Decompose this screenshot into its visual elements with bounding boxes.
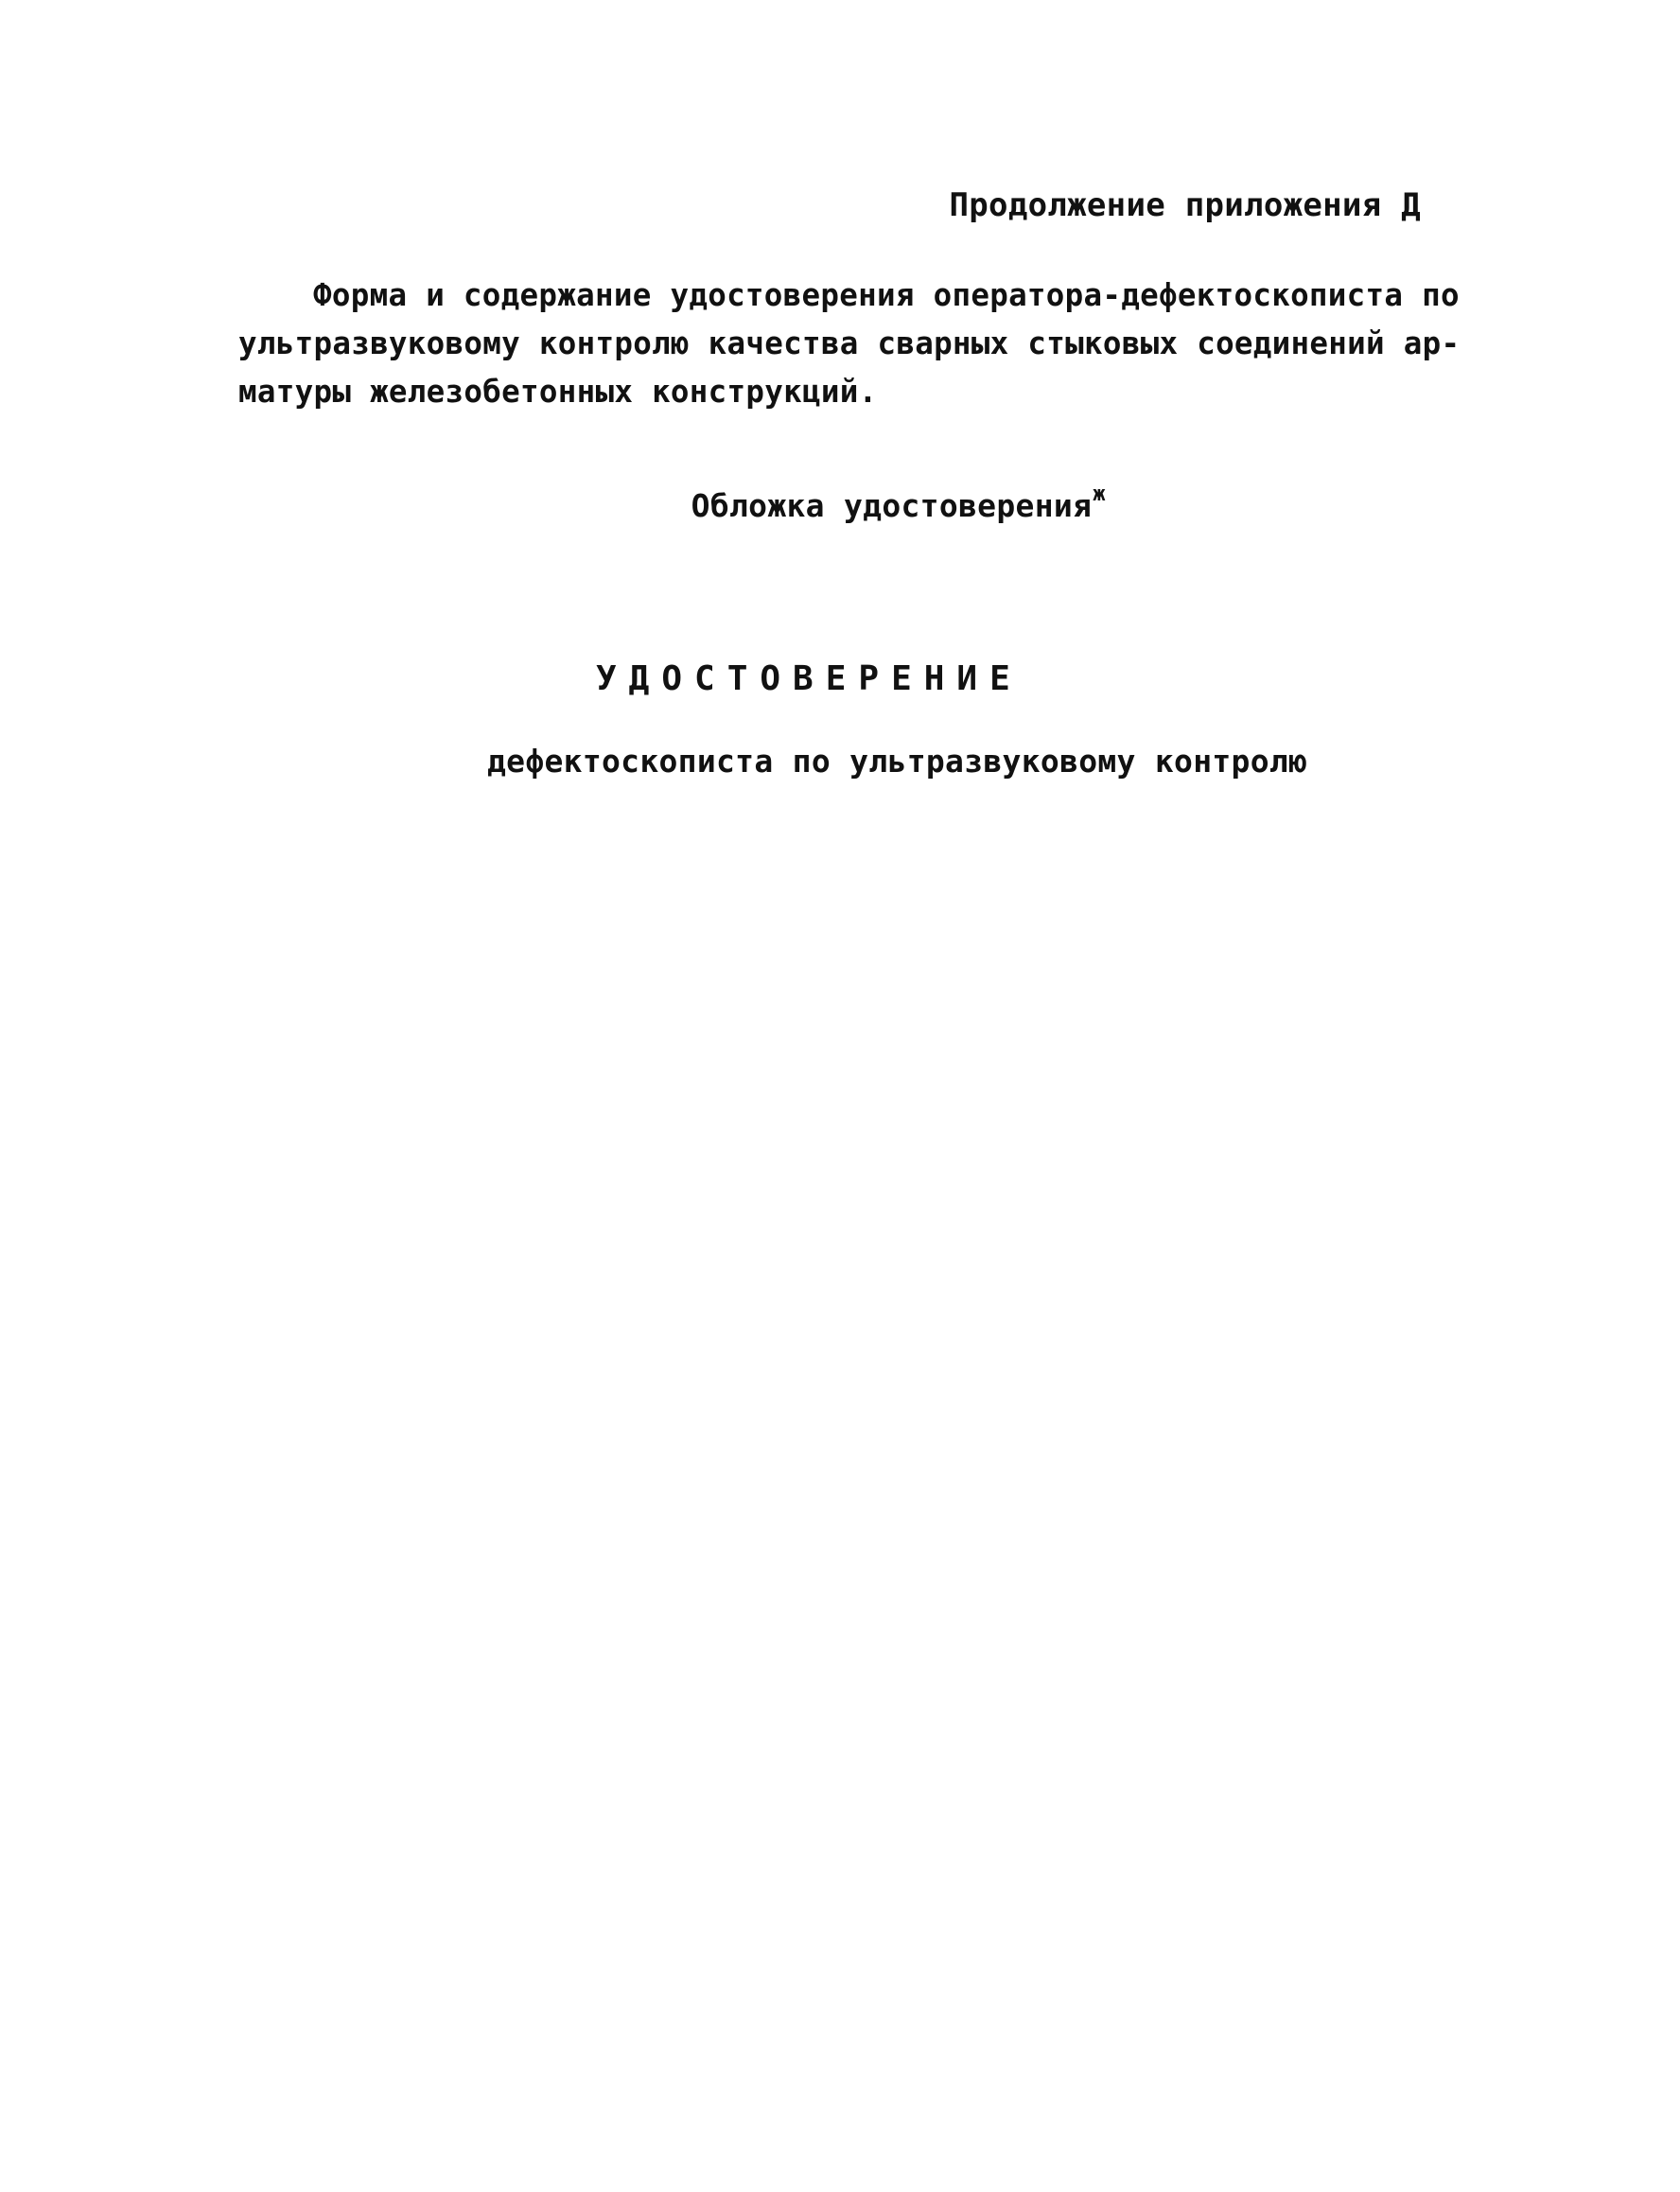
intro-line-2: ультразвуковому контролю качества сварных стыковых соединений ар-	[238, 325, 1461, 361]
footnote-mark: ж	[1093, 482, 1106, 506]
certificate-subtitle: дефектоскописта по ультразвуковому контролю	[487, 743, 1308, 780]
intro-line-3: матуры железобетонных конструкций.	[238, 374, 878, 410]
appendix-continuation-label: Продолжение приложения Д	[949, 186, 1421, 224]
cover-label-text: Обложка удостоверения	[691, 487, 1093, 524]
intro-line-1: Форма и содержание удостоверения оператора-дефектоскописта по	[313, 277, 1460, 313]
cover-label	[615, 459, 1105, 552]
certificate-title: УДОСТОВЕРЕНИЕ	[596, 659, 1023, 698]
